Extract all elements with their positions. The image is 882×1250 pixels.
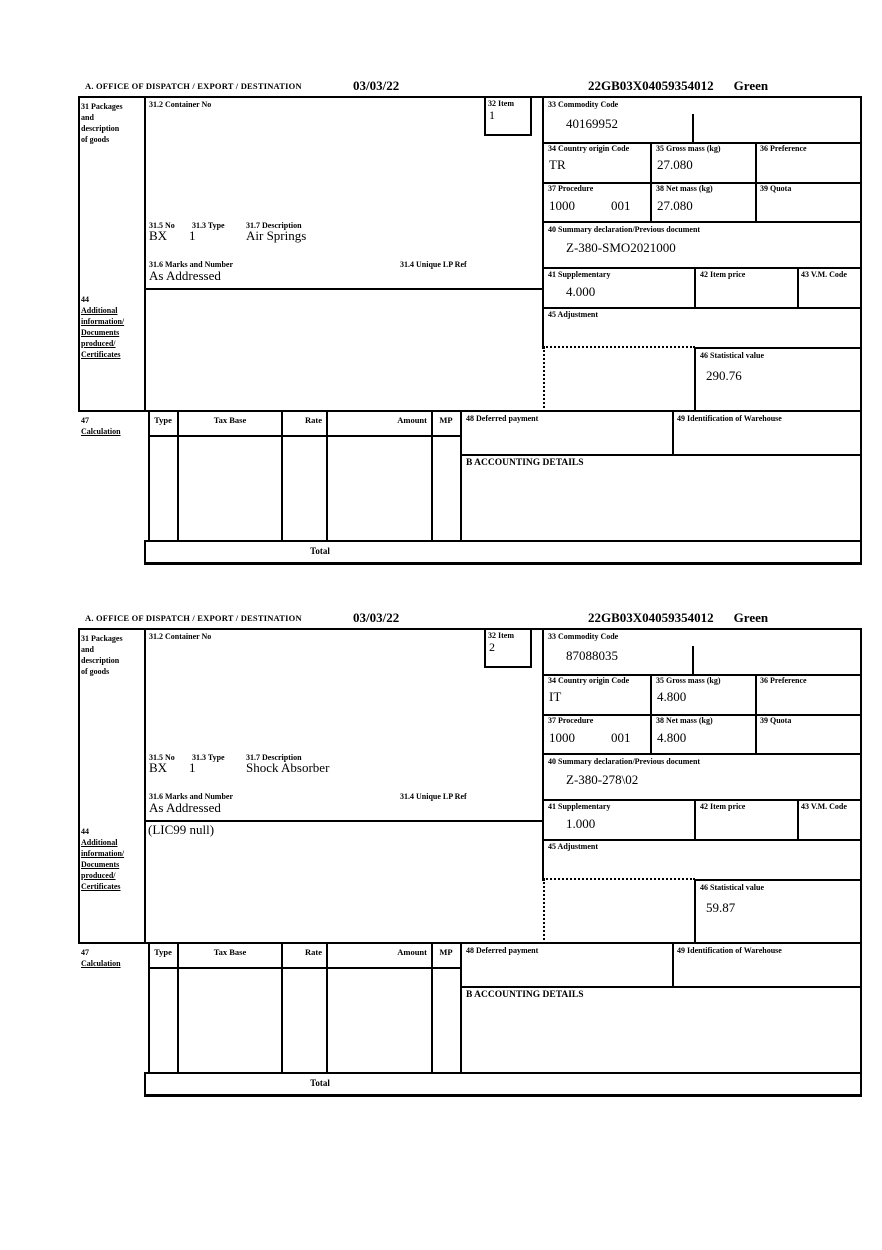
box317-label: 31.7 Description xyxy=(246,221,302,230)
divider xyxy=(460,410,462,542)
previous-document: Z-380-SMO2021000 xyxy=(566,240,676,255)
box312-container-label: 31.2 Container No xyxy=(149,632,212,641)
box35-label: 35 Gross mass (kg) xyxy=(656,144,721,153)
box47-label: 47 Calculation xyxy=(81,948,121,968)
accounting-details-label: B ACCOUNTING DETAILS xyxy=(466,990,584,1000)
box47-label: 47 Calculation xyxy=(81,416,121,436)
box34-label: 34 Country origin Code xyxy=(548,144,630,153)
divider xyxy=(542,799,862,801)
total-strip xyxy=(144,1072,862,1097)
dotted-divider xyxy=(543,346,695,348)
box45-label: 45 Adjustment xyxy=(548,842,599,851)
movement-reference-number: 22GB03X04059354012 xyxy=(588,78,714,93)
box315-label: 31.5 No xyxy=(149,221,175,230)
divider xyxy=(78,410,862,412)
divider xyxy=(692,646,694,676)
total-label: Total xyxy=(310,1078,330,1088)
box32-label: 32 Item xyxy=(488,99,514,108)
package-code: BX xyxy=(149,760,168,775)
divider xyxy=(672,410,674,456)
divider xyxy=(148,435,462,437)
divider xyxy=(148,410,150,542)
divider xyxy=(460,986,862,988)
tax-mp-header: MP xyxy=(439,415,453,425)
divider xyxy=(694,347,696,412)
routing-status: Green xyxy=(733,610,769,625)
divider xyxy=(78,942,862,944)
tax-type-header: Type xyxy=(154,415,172,425)
divider xyxy=(692,114,694,144)
additional-information: (LIC99 null) xyxy=(148,822,215,837)
dotted-divider xyxy=(543,347,545,412)
box41-label: 41 Supplementary xyxy=(548,802,611,811)
previous-document: Z-380-278\02 xyxy=(566,772,639,787)
tax-rate-header: Rate xyxy=(305,415,322,425)
box38-label: 38 Net mass (kg) xyxy=(656,184,713,193)
box40-label: 40 Summary declaration/Previous document xyxy=(548,225,701,234)
divider xyxy=(281,942,283,1074)
box36-label: 36 Preference xyxy=(760,144,807,153)
divider xyxy=(431,410,433,542)
tax-base-header: Tax Base xyxy=(213,947,247,957)
box34-label: 34 Country origin Code xyxy=(548,676,630,685)
movement-reference-number: 22GB03X04059354012 xyxy=(588,610,714,625)
divider xyxy=(694,879,696,944)
divider xyxy=(144,628,146,944)
divider xyxy=(694,347,862,349)
divider xyxy=(144,96,146,412)
declaration-date: 03/03/22 xyxy=(353,78,400,93)
divider xyxy=(460,454,862,456)
box48-label: 48 Deferred payment xyxy=(466,414,539,423)
tax-amount-header: Amount xyxy=(397,947,427,957)
box44-label: 44 Additional information/ Documents produced/ Certificates xyxy=(81,295,125,359)
box313-label: 31.3 Type xyxy=(192,221,225,230)
box44-label: 44 Additional information/ Documents produced/ Certificates xyxy=(81,827,125,891)
commodity-code: 40169952 xyxy=(566,116,618,131)
dotted-divider xyxy=(543,879,545,944)
box32-label: 32 Item xyxy=(488,631,514,640)
divider xyxy=(326,942,328,1074)
box41-label: 41 Supplementary xyxy=(548,270,611,279)
divider xyxy=(431,942,433,1074)
office-of-dispatch-label: A. OFFICE OF DISPATCH / EXPORT / DESTINATION xyxy=(85,613,302,623)
divider xyxy=(542,221,862,223)
dotted-divider xyxy=(543,878,695,880)
box37-label: 37 Procedure xyxy=(548,184,594,193)
box33-label: 33 Commodity Code xyxy=(548,632,619,641)
divider xyxy=(797,267,799,309)
movement-reference-row xyxy=(588,78,768,94)
box42-label: 42 Item price xyxy=(700,802,746,811)
divider xyxy=(78,96,80,412)
divider xyxy=(177,410,179,542)
total-label: Total xyxy=(310,546,330,556)
box36-label: 36 Preference xyxy=(760,676,807,685)
box43-label: 43 V.M. Code xyxy=(801,802,847,811)
total-strip xyxy=(144,540,862,565)
tax-amount-header: Amount xyxy=(397,415,427,425)
divider xyxy=(281,410,283,542)
procedure-code: 1000 xyxy=(549,198,575,213)
box313-label: 31.3 Type xyxy=(192,753,225,762)
box49-label: 49 Identification of Warehouse xyxy=(677,414,782,423)
box42-label: 42 Item price xyxy=(700,270,746,279)
routing-status: Green xyxy=(733,78,769,93)
divider xyxy=(860,96,862,542)
divider xyxy=(860,628,862,1074)
divider xyxy=(148,942,150,1074)
box46-label: 46 Statistical value xyxy=(700,883,764,892)
box31-label: 31 Packages and description of goods xyxy=(81,102,123,144)
box316-label: 31.6 Marks and Number xyxy=(149,260,234,269)
divider xyxy=(144,288,544,290)
divider xyxy=(694,799,696,841)
divider xyxy=(542,753,862,755)
divider xyxy=(542,839,862,841)
supplementary-units: 1.000 xyxy=(566,816,596,831)
divider xyxy=(460,942,462,1074)
tax-type-header: Type xyxy=(154,947,172,957)
declaration-date: 03/03/22 xyxy=(353,610,400,625)
country-origin-code: TR xyxy=(549,157,566,172)
box316-label: 31.6 Marks and Number xyxy=(149,792,234,801)
divider xyxy=(542,307,862,309)
goods-description: Shock Absorber xyxy=(246,760,330,775)
commodity-code: 87088035 xyxy=(566,648,618,663)
box46-label: 46 Statistical value xyxy=(700,351,764,360)
box39-label: 39 Quota xyxy=(760,184,792,193)
box31-label: 31 Packages and description of goods xyxy=(81,634,123,676)
box39-label: 39 Quota xyxy=(760,716,792,725)
box38-label: 38 Net mass (kg) xyxy=(656,716,713,725)
item-number: 1 xyxy=(489,108,495,122)
procedure-code: 1000 xyxy=(549,730,575,745)
declaration-item-sheet xyxy=(0,610,882,1142)
divider xyxy=(177,942,179,1074)
package-type: 1 xyxy=(189,760,196,775)
box49-label: 49 Identification of Warehouse xyxy=(677,946,782,955)
divider xyxy=(326,410,328,542)
box315-label: 31.5 No xyxy=(149,753,175,762)
box312-container-label: 31.2 Container No xyxy=(149,100,212,109)
accounting-details-label: B ACCOUNTING DETAILS xyxy=(466,458,584,468)
box37-label: 37 Procedure xyxy=(548,716,594,725)
marks-and-numbers: As Addressed xyxy=(149,800,221,815)
gross-mass: 27.080 xyxy=(657,157,693,172)
statistical-value: 290.76 xyxy=(706,368,742,383)
marks-and-numbers: As Addressed xyxy=(149,268,221,283)
box40-label: 40 Summary declaration/Previous document xyxy=(548,757,701,766)
box35-label: 35 Gross mass (kg) xyxy=(656,676,721,685)
divider xyxy=(78,628,80,944)
procedure-code-2: 001 xyxy=(611,198,631,213)
country-origin-code: IT xyxy=(549,689,562,704)
procedure-code-2: 001 xyxy=(611,730,631,745)
supplementary-units: 4.000 xyxy=(566,284,596,299)
movement-reference-row xyxy=(588,610,768,626)
box45-label: 45 Adjustment xyxy=(548,310,599,319)
statistical-value: 59.87 xyxy=(706,900,736,915)
tax-mp-header: MP xyxy=(439,947,453,957)
divider xyxy=(672,942,674,988)
item-number: 2 xyxy=(489,640,495,654)
divider xyxy=(148,967,462,969)
box317-label: 31.7 Description xyxy=(246,753,302,762)
package-type: 1 xyxy=(189,228,196,243)
divider xyxy=(694,879,862,881)
box48-label: 48 Deferred payment xyxy=(466,946,539,955)
package-code: BX xyxy=(149,228,168,243)
goods-description: Air Springs xyxy=(246,228,307,243)
declaration-item-sheet xyxy=(0,78,882,610)
box43-label: 43 V.M. Code xyxy=(801,270,847,279)
divider xyxy=(78,628,862,630)
divider xyxy=(694,267,696,309)
box33-label: 33 Commodity Code xyxy=(548,100,619,109)
tax-rate-header: Rate xyxy=(305,947,322,957)
divider xyxy=(542,267,862,269)
tax-base-header: Tax Base xyxy=(213,415,247,425)
net-mass: 27.080 xyxy=(657,198,693,213)
net-mass: 4.800 xyxy=(657,730,687,745)
box314-label: 31.4 Unique LP Ref xyxy=(400,260,467,269)
divider xyxy=(78,96,862,98)
office-of-dispatch-label: A. OFFICE OF DISPATCH / EXPORT / DESTINATION xyxy=(85,81,302,91)
box314-label: 31.4 Unique LP Ref xyxy=(400,792,467,801)
gross-mass: 4.800 xyxy=(657,689,687,704)
divider xyxy=(797,799,799,841)
